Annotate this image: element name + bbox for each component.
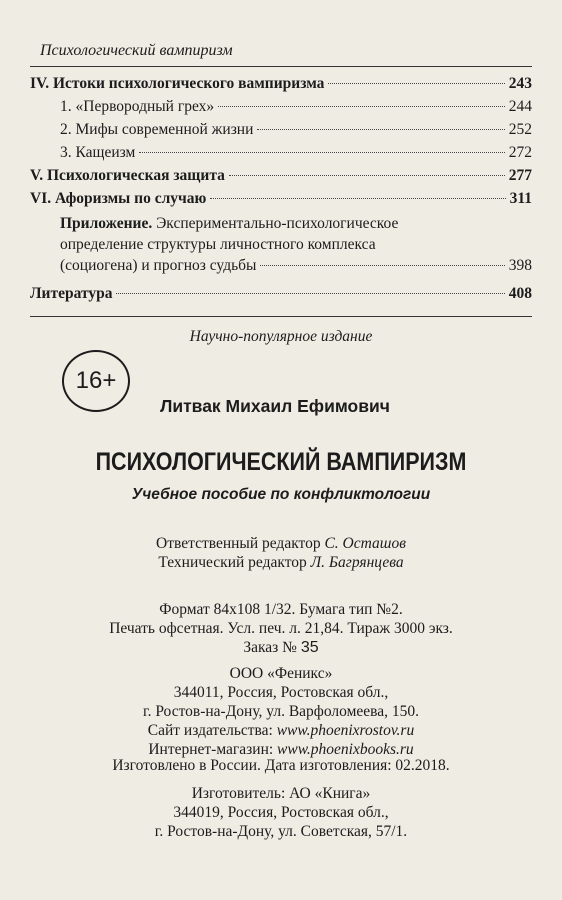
bottom-rule bbox=[30, 316, 532, 317]
appendix-text-3: (социогена) и прогноз судьбы bbox=[60, 257, 257, 274]
dot-leader bbox=[218, 106, 505, 107]
dot-leader bbox=[210, 198, 505, 199]
toc-item bbox=[30, 164, 532, 187]
toc-item-page: 252 bbox=[508, 121, 532, 138]
appendix-heading: Приложение. bbox=[60, 215, 153, 232]
toc-item bbox=[30, 141, 532, 164]
toc-item-page: 408 bbox=[508, 285, 532, 302]
responsible-editor-name: С. Осташов bbox=[324, 535, 406, 552]
table-of-contents bbox=[30, 72, 532, 305]
top-rule bbox=[30, 66, 532, 67]
order-label: Заказ № bbox=[243, 639, 297, 656]
editors-block bbox=[0, 534, 562, 572]
technical-editor-name: Л. Багрянцева bbox=[310, 554, 404, 571]
toc-item-label: 1. «Первородный грех» bbox=[60, 98, 215, 115]
toc-item-page: 277 bbox=[508, 167, 532, 184]
dot-leader bbox=[328, 83, 504, 84]
toc-item-page: 272 bbox=[508, 144, 532, 161]
dot-leader bbox=[229, 175, 505, 176]
toc-item-label: IV. Истоки психологического вампиризма bbox=[30, 75, 325, 92]
print-specs bbox=[0, 600, 562, 657]
dot-leader bbox=[257, 129, 504, 130]
toc-item-page: 311 bbox=[509, 190, 532, 207]
dot-leader bbox=[260, 265, 504, 266]
appendix-line-1 bbox=[60, 213, 532, 234]
book-subtitle: Учебное пособие по конфликтологии bbox=[131, 486, 431, 503]
toc-item-page: 244 bbox=[508, 98, 532, 115]
manufacturer-line-3: г. Ростов-на-Дону, ул. Советская, 57/1. bbox=[154, 823, 408, 840]
toc-item-label: VI. Афоризмы по случаю bbox=[30, 190, 207, 207]
running-head: Психологический вампиризм bbox=[40, 42, 233, 59]
shop-label: Интернет-магазин: bbox=[148, 741, 274, 758]
technical-editor-label: Технический редактор bbox=[158, 554, 307, 571]
age-rating-badge: 16+ bbox=[62, 350, 130, 412]
publisher-address-2: г. Ростов-на-Дону, ул. Варфоломеева, 150. bbox=[142, 703, 420, 720]
appendix-line-3 bbox=[60, 255, 532, 276]
toc-item-label: Литература bbox=[30, 285, 113, 302]
publisher-address-1: 344011, Россия, Ростовская обл., bbox=[173, 684, 389, 701]
toc-item-page: 243 bbox=[508, 75, 532, 92]
manufacturer-line-1: Изготовитель: АО «Книга» bbox=[191, 785, 371, 802]
manufacturer-block bbox=[0, 784, 562, 841]
shop-url: www.phoenixbooks.ru bbox=[277, 741, 414, 758]
order-line bbox=[0, 638, 562, 657]
publisher-site bbox=[0, 721, 562, 740]
responsible-editor-label: Ответственный редактор bbox=[156, 535, 321, 552]
manufacturer-line-2: 344019, Россия, Ростовская обл., bbox=[173, 804, 389, 821]
author-name: Литвак Михаил Ефимович bbox=[160, 396, 390, 416]
toc-item bbox=[30, 187, 532, 210]
made-in: Изготовлено в России. Дата изготовления: 02.2018. bbox=[112, 757, 450, 774]
specs-line-2: Печать офсетная. Усл. печ. л. 21,84. Тираж 3000 экз. bbox=[109, 620, 453, 637]
appendix-page: 398 bbox=[508, 257, 532, 274]
appendix-text-1: Экспериментально-психологическое bbox=[156, 215, 399, 232]
toc-item bbox=[30, 72, 532, 95]
dot-leader bbox=[139, 152, 504, 153]
order-number: 35 bbox=[300, 639, 319, 656]
publisher-name: ООО «Феникс» bbox=[229, 665, 333, 682]
site-label: Сайт издательства: bbox=[147, 722, 273, 739]
toc-appendix bbox=[30, 213, 532, 276]
toc-item-label: 3. Кащеизм bbox=[60, 144, 136, 161]
site-url: www.phoenixrostov.ru bbox=[276, 722, 415, 739]
toc-item-label: V. Психологическая защита bbox=[30, 167, 225, 184]
appendix-text-2: определение структуры личностного комплекса bbox=[60, 236, 376, 253]
toc-item-literature bbox=[30, 282, 532, 305]
publisher-block bbox=[0, 664, 562, 759]
edition-type: Научно-популярное издание bbox=[189, 328, 373, 345]
technical-editor bbox=[0, 553, 562, 572]
toc-item-label: 2. Мифы современной жизни bbox=[60, 121, 254, 138]
book-title: ПСИХОЛОГИЧЕСКИЙ ВАМПИРИЗМ bbox=[95, 448, 467, 476]
specs-line-1: Формат 84х108 1/32. Бумага тип №2. bbox=[159, 601, 403, 618]
dot-leader bbox=[116, 293, 504, 294]
responsible-editor bbox=[0, 534, 562, 553]
toc-item bbox=[30, 118, 532, 141]
toc-item bbox=[30, 95, 532, 118]
